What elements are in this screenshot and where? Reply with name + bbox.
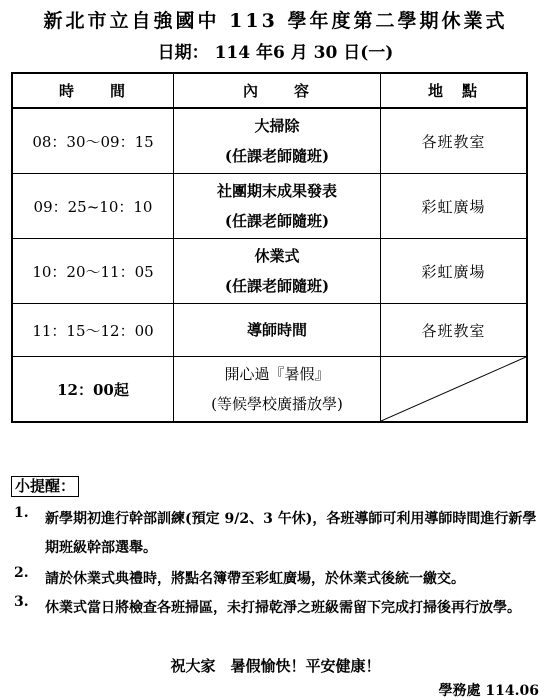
content-title: 開心過『暑假』 (224, 365, 330, 383)
row-place-empty (381, 357, 528, 423)
content-note: (任課老師隨班) (224, 212, 330, 230)
table-row (12, 239, 527, 304)
page-title: 新北市立自強國中 113 學年度第二學期休業式 (43, 10, 508, 32)
tip-text: 請於休業式典禮時，將點名簿帶至彩虹廣場，於休業式後統一繳交。 (45, 571, 465, 587)
row-time: 09：25~10：10 (12, 174, 174, 239)
header-place: 地 點 (381, 73, 528, 108)
row-content (174, 239, 381, 304)
row-place: 彩虹廣場 (381, 174, 528, 239)
row-time: 10：20～11：05 (12, 239, 174, 304)
row-time: 08：30～09：15 (12, 108, 174, 174)
row-content (174, 174, 381, 239)
table-header-row (12, 73, 527, 108)
table-row (12, 304, 527, 357)
row-place: 各班教室 (381, 304, 528, 357)
table-row (12, 357, 527, 423)
row-content (174, 357, 381, 423)
issuing-office: 學務處 114.06 (438, 683, 539, 699)
row-time: 12：00起 (12, 357, 174, 423)
tip-text: 休業式當日將檢查各班掃區，未打掃乾淨之班級需留下完成打掃後再行放學。 (45, 600, 521, 616)
tip-number: 2. (14, 565, 29, 581)
tip-number: 1. (14, 505, 29, 521)
table-row (12, 174, 527, 239)
content-title: 大掃除 (254, 117, 300, 135)
tip-number: 3. (14, 594, 29, 610)
row-place: 各班教室 (381, 108, 528, 174)
row-place: 彩虹廣場 (381, 239, 528, 304)
tips-label-colon: ： (60, 477, 76, 495)
event-date: 日期： 114 年6 月 30 日(一) (157, 43, 394, 63)
schedule-table (11, 72, 528, 423)
tips-label-text: 小提醒 (15, 477, 61, 495)
content-title: 休業式 (254, 247, 300, 265)
diagonal-line (381, 357, 526, 421)
content-title: 社團期末成果發表 (216, 182, 337, 200)
header-time: 時 間 (12, 73, 174, 108)
tip-text: 新學期初進行幹部訓練(預定 9/2、3 午休)，各班導師可利用導師時間進行新學期班級幹部選舉。 (45, 511, 537, 556)
content-note: (任課老師隨班) (224, 147, 330, 165)
row-content (174, 108, 381, 174)
table-row (12, 108, 527, 174)
closing-greeting: 祝大家 暑假愉快！平安健康！ (170, 657, 381, 675)
header-content: 內 容 (174, 73, 381, 108)
row-time: 11：15～12：00 (12, 304, 174, 357)
tips-label (11, 476, 79, 497)
content-note: (任課老師隨班) (224, 277, 330, 295)
row-content (174, 304, 381, 357)
content-title: 導師時間 (246, 321, 307, 339)
content-note: (等候學校廣播放學) (211, 395, 343, 413)
